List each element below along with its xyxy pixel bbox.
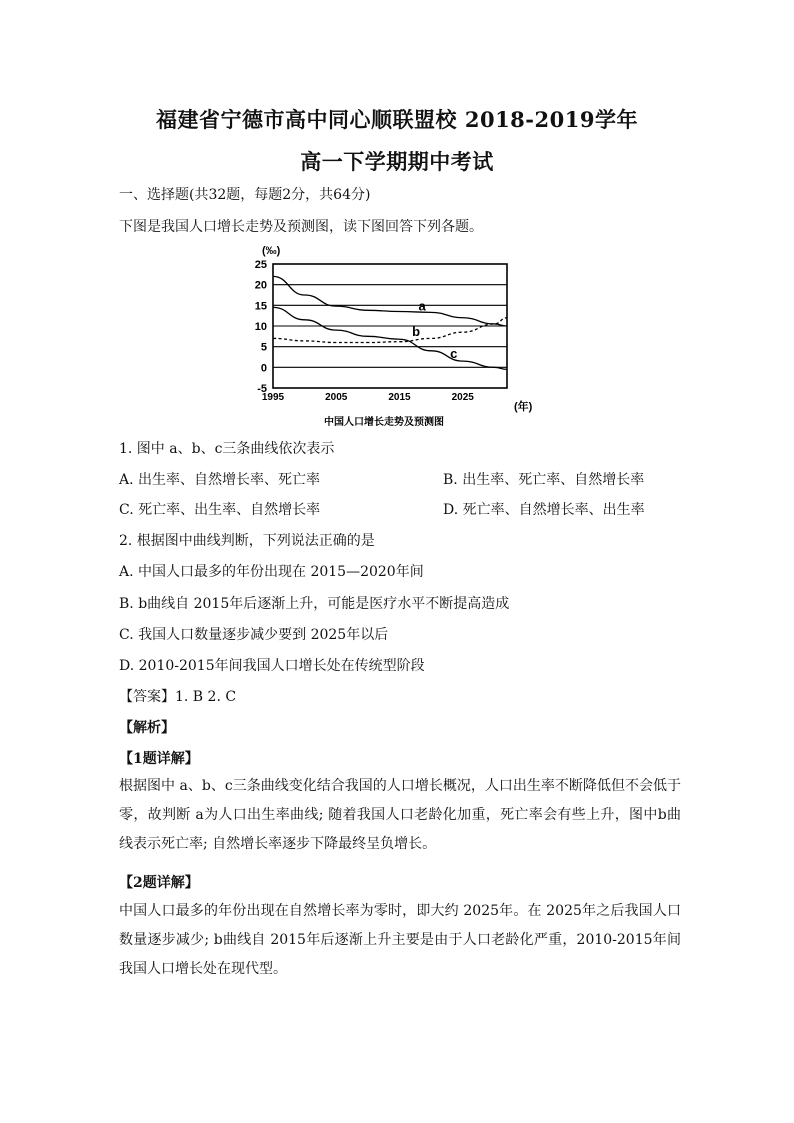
q2-option-d: D. 2010-2015年间我国人口增长处在传统型阶段: [119, 658, 425, 674]
x-axis-label: (年): [514, 401, 533, 413]
q2-option-a: A. 中国人口最多的年份出现在 2015—2020年间: [119, 564, 424, 580]
exam-title-line2: 高一下学期期中考试: [300, 149, 494, 174]
analysis-label: 【解析】: [119, 720, 175, 736]
y-tick-label: 20: [254, 279, 267, 292]
section-heading: 一、选择题(共32题，每题2分，共64分): [119, 187, 371, 203]
x-tick-label: 2015: [388, 392, 411, 403]
series-label-b: b: [412, 323, 421, 339]
series-line-c: [273, 307, 507, 369]
y-tick-label: 25: [254, 259, 267, 271]
q2-option-b: B. b曲线自 2015年后逐渐上升，可能是医疗水平不断提高造成: [119, 596, 510, 612]
y-tick-label: 10: [254, 321, 267, 333]
y-tick-label: 0: [260, 362, 267, 375]
q1-option-c: C. 死亡率、出生率、自然增长率: [119, 502, 321, 518]
chart-series: [273, 276, 507, 369]
x-tick-label: 2025: [451, 392, 474, 403]
chart-grid: [273, 264, 507, 388]
q2-option-c: C. 我国人口数量逐步减少要到 2025年以后: [119, 627, 389, 643]
y-axis-label: (‰): [262, 245, 281, 257]
q1-option-a: A. 出生率、自然增长率、死亡率: [119, 472, 321, 488]
y-tick-label: -5: [257, 383, 267, 395]
detail2-heading: 【2题详解】: [119, 875, 199, 891]
q1-option-d: D. 死亡率、自然增长率、出生率: [443, 502, 645, 518]
series-label-c: c: [450, 346, 458, 362]
population-chart: [246, 240, 546, 430]
question-intro: 下图是我国人口增长走势及预测图，读下图回答下列各题。: [119, 219, 483, 235]
x-tick-label: 1995: [261, 392, 285, 403]
detail2-text: 中国人口最多的年份出现在自然增长率为零时，即大约 2025年。在 2025年之后我国人口数量逐步减少; b曲线自 2015年后逐渐上升主要是由于人口老龄化严重，2010-2015年间我国人口增长处在现代型。: [119, 903, 681, 977]
chart-labels: [255, 259, 475, 403]
q1-stem: 1. 图中 a、b、c三条曲线依次表示: [119, 441, 335, 457]
answer-line: 【答案】1. B 2. C: [119, 689, 237, 705]
series-label-a: a: [418, 298, 426, 314]
q1-option-b: B. 出生率、死亡率、自然增长率: [443, 472, 645, 488]
exam-title-line1: 福建省宁德市高中同心顺联盟校 2018-2019学年: [156, 107, 638, 132]
chart-title: 中国人口增长走势及预测图: [324, 417, 444, 428]
q2-stem: 2. 根据图中曲线判断，下列说法正确的是: [119, 533, 375, 549]
x-tick-label: 2005: [325, 392, 348, 403]
detail1-heading: 【1题详解】: [119, 751, 199, 767]
y-tick-label: 5: [260, 341, 267, 354]
y-tick-label: 15: [254, 300, 267, 313]
series-line-a: [273, 276, 507, 326]
detail1-text: 根据图中 a、b、c三条曲线变化结合我国的人口增长概况，人口出生率不断降低但不会低于零，故判断 a为人口出生率曲线; 随着我国人口老龄化加重，死亡率会有些上升，图中b曲线表示死亡率; 自然增长率逐步下降最终呈负增长。: [119, 778, 681, 852]
